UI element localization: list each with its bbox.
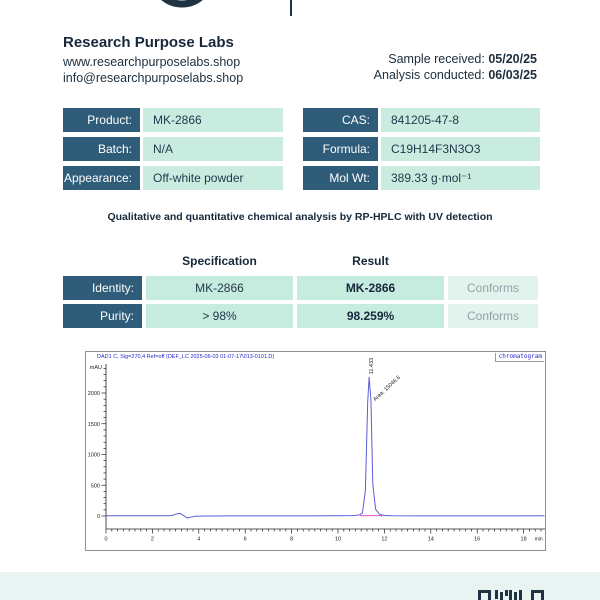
batch-value: N/A — [143, 137, 283, 161]
svg-text:14: 14 — [427, 536, 434, 543]
cas-value: 841205-47-8 — [381, 108, 540, 132]
chromatogram-signal-title: DAD1 C, Sig=270,4 Ref=off (DEF_LC 2025-06-03 01-07-17\013-0101.D) — [97, 354, 275, 360]
svg-text:18: 18 — [520, 536, 527, 543]
purity-status: Conforms — [448, 304, 538, 328]
table-spacer — [286, 166, 300, 190]
analysis-conducted-value: 06/03/25 — [488, 67, 537, 82]
molwt-label: Mol Wt: — [303, 166, 378, 190]
svg-text:500: 500 — [90, 483, 100, 490]
sample-received-value: 05/20/25 — [488, 52, 537, 66]
purity-result: 98.259% — [297, 304, 444, 328]
svg-text:2: 2 — [150, 536, 154, 543]
sample-received-line — [374, 52, 537, 68]
appearance-label: Appearance: — [63, 166, 140, 190]
product-value: MK-2866 — [143, 108, 283, 132]
formula-label: Formula: — [303, 137, 378, 161]
chromatogram-panel — [85, 351, 546, 551]
table-spacer — [286, 137, 300, 161]
company-header — [63, 34, 243, 86]
identity-specification: MK-2866 — [146, 276, 293, 300]
analysis-conducted-label: Analysis conducted: — [373, 67, 489, 82]
method-description: Qualitative and quantitative chemical analysis by RP-HPLC with UV detection — [107, 211, 493, 223]
spec-header-specification: Specification — [182, 254, 257, 268]
svg-text:10: 10 — [334, 536, 342, 543]
svg-text:11.433: 11.433 — [369, 357, 376, 375]
svg-text:12: 12 — [381, 536, 388, 543]
batch-label: Batch: — [63, 137, 140, 161]
svg-text:min: min — [534, 536, 543, 543]
identity-result: MK-2866 — [297, 276, 444, 300]
molwt-value: 389.33 g·mol⁻¹ — [381, 166, 540, 190]
formula-value: C19H14F3N3O3 — [381, 137, 540, 161]
logo-divider-line — [290, 0, 292, 16]
logo-mark-partial-icon — [140, 0, 230, 12]
spec-header-empty — [63, 252, 142, 272]
svg-text:8: 8 — [290, 536, 294, 543]
sample-received-label: Sample received: — [388, 52, 489, 66]
qr-code-partial-icon — [478, 590, 544, 600]
purity-specification: > 98% — [146, 304, 293, 328]
spec-header-result: Result — [352, 254, 389, 268]
product-info-table — [63, 108, 540, 190]
identity-row-label: Identity: — [63, 276, 142, 300]
svg-text:1500: 1500 — [87, 421, 100, 428]
cas-label: CAS: — [303, 108, 378, 132]
analysis-dates — [374, 52, 537, 83]
appearance-value: Off-white powder — [143, 166, 283, 190]
svg-text:6: 6 — [243, 536, 247, 543]
company-website: www.researchpurposelabs.shop — [63, 55, 241, 69]
table-spacer — [286, 108, 300, 132]
svg-text:Area: 15046.6: Area: 15046.6 — [372, 374, 402, 403]
specification-table — [63, 252, 538, 328]
svg-text:mAU: mAU — [89, 365, 102, 371]
chromatogram-corner-label: chromatogram — [495, 353, 544, 362]
svg-text:16: 16 — [474, 536, 481, 543]
svg-text:4: 4 — [197, 536, 201, 543]
company-email: info@researchpurposelabs.shop — [63, 70, 244, 85]
svg-text:0: 0 — [104, 536, 108, 543]
product-label: Product: — [63, 108, 140, 132]
company-name: Research Purpose Labs — [63, 34, 234, 51]
spec-header-empty — [448, 252, 538, 272]
svg-text:0: 0 — [96, 514, 100, 520]
analysis-conducted-line — [374, 68, 537, 84]
identity-status: Conforms — [448, 276, 538, 300]
chromatogram-plot — [86, 352, 545, 550]
purity-row-label: Purity: — [63, 304, 142, 328]
svg-text:1000: 1000 — [87, 452, 100, 459]
svg-text:2000: 2000 — [87, 391, 100, 397]
